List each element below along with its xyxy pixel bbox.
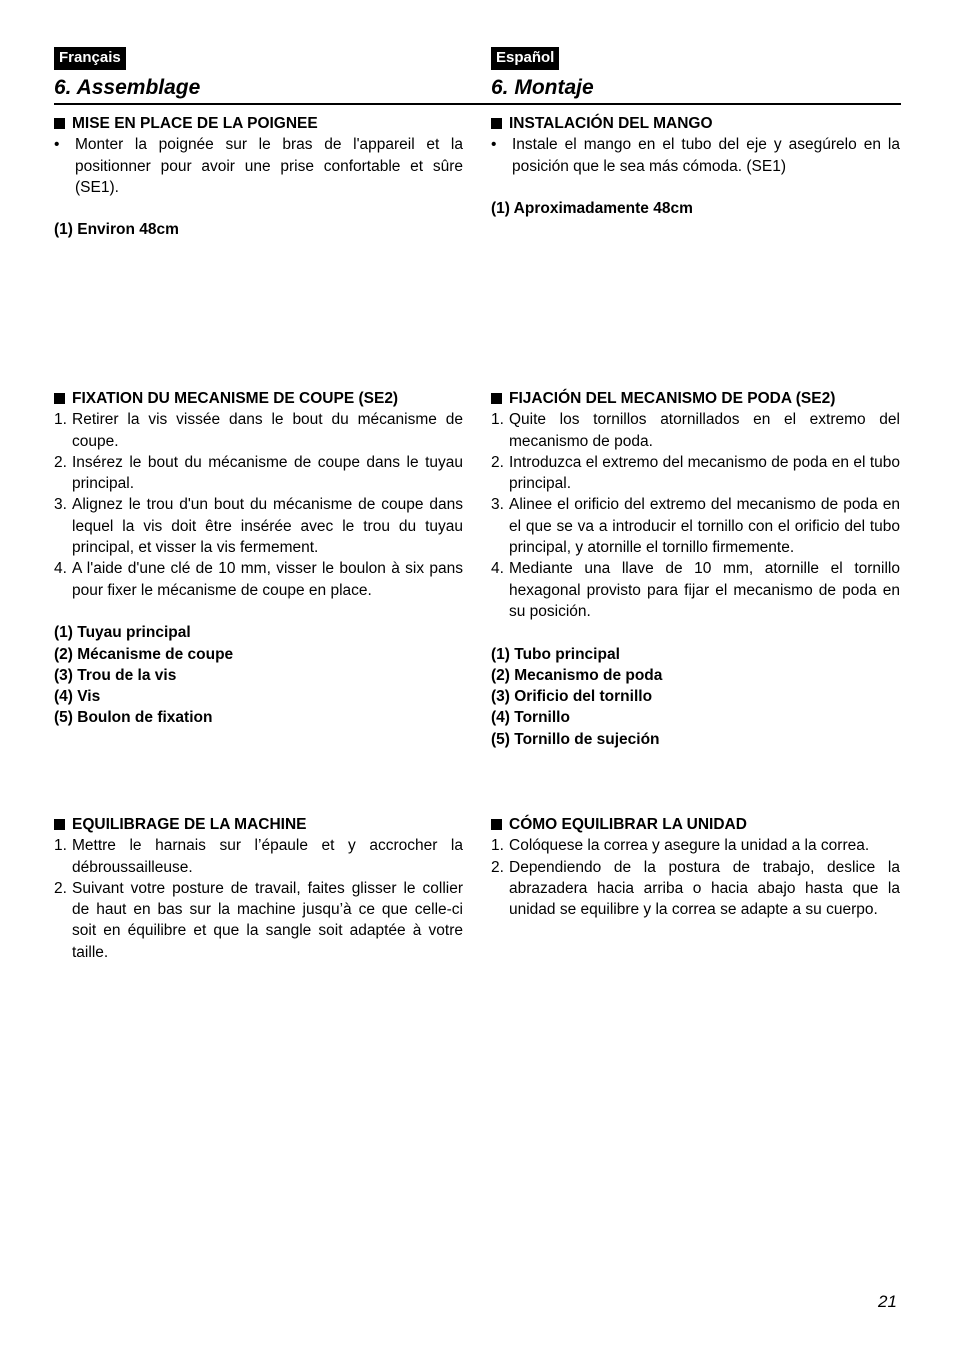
section-balancing-es [491, 814, 900, 920]
figure-label: (5) Boulon de fixation [54, 709, 213, 727]
list-item: 4. Mediante una llave de 10 mm, atornille el tornillo hexagonal provisto para fijar el mecanismo de poda en su posición. [491, 560, 900, 620]
list-item: • Instale el mango en el tubo del eje y asegúrelo en la posición que le sea más cómoda. (SE1) [491, 136, 900, 175]
figure-label: (3) Trou de la vis [54, 666, 177, 684]
figure-label: (1) Aproximadamente 48cm [491, 200, 693, 218]
list-item: 2. Dependiendo de la postura de trabajo, deslice la abrazadera hacia arriba o hacia abajo hasta que la unidad se equilibre y la correa se adapte a su cuerpo. [491, 858, 900, 919]
language-tab-french: Français [54, 47, 126, 70]
list-item: 3. Alignez le trou d'un bout du mécanisme de coupe dans lequel la vis doit être insérée avec le trou du tuyau principal, et visser la vis fermement. [54, 496, 463, 557]
list-item: 1. Colóquese la correa y asegure la unidad a la correa. [491, 837, 870, 855]
section-cutting-mechanism-es [491, 388, 900, 750]
figure-label: (4) Vis [54, 688, 101, 706]
list-item: 4. A l'aide d'une clé de 10 mm, visser le boulon à six pans pour fixer le mécanisme de coupe en place. [54, 560, 463, 599]
square-bullet-icon [54, 819, 65, 830]
header-rule [54, 103, 901, 105]
list-item: 1. Quite los tornillos atornillados en el extremo del mecanismo de poda. [491, 411, 900, 450]
page-number: 21 [878, 1292, 897, 1311]
list-item: 1. Mettre le harnais sur l’épaule et y accrocher la débroussailleuse. [54, 837, 463, 876]
chapter-title-french: 6. Assemblage [54, 76, 201, 99]
figure-label: (4) Tornillo [491, 709, 570, 727]
figure-label: (2) Mecanismo de poda [491, 666, 663, 684]
square-bullet-icon [491, 819, 502, 830]
list-item: 2. Suivant votre posture de travail, faites glisser le collier de haut en bas sur la machine jusqu’à ce que celle-ci soit en équilibre et que la sangle soit adaptée à votre taille. [54, 879, 463, 961]
section-title: MISE EN PLACE DE LA POIGNEE [72, 115, 318, 132]
figure-label: (1) Tuyau principal [54, 624, 191, 642]
figure-label: (5) Tornillo de sujeción [491, 730, 660, 748]
list-item: 1. Retirer la vis vissée dans le bout du mécanisme de coupe. [54, 411, 463, 450]
figure-label: (2) Mécanisme de coupe [54, 645, 234, 663]
section-title: INSTALACIÓN DEL MANGO [509, 115, 713, 132]
section-handle-fr [54, 113, 463, 241]
chapter-title-spanish: 6. Montaje [491, 76, 594, 99]
figure-labels [54, 219, 463, 240]
section-handle-es [491, 113, 900, 219]
figure-label: (1) Tubo principal [491, 645, 620, 663]
figure-label: (1) Environ 48cm [54, 221, 179, 239]
list-item: • Monter la poignée sur le bras de l'appareil et la positionner pour avoir une prise confortable et sûre (SE1). [54, 136, 463, 196]
list-item: 3. Alinee el orificio del extremo del mecanismo de poda en el que se va a introducir el tornillo con el orificio del tubo principal, y atornille el tornillo firmemente. [491, 496, 900, 557]
list-item: 2. Insérez le bout du mécanisme de coupe dans le tuyau principal. [54, 453, 463, 493]
figure-labels [491, 198, 900, 219]
square-bullet-icon [491, 118, 502, 129]
figure-labels [54, 622, 463, 728]
figure-labels [491, 644, 900, 750]
list-item: 2. Introduzca el extremo del mecanismo de poda en el tubo principal. [491, 453, 900, 493]
square-bullet-icon [54, 393, 65, 404]
figure-label: (3) Orificio del tornillo [491, 688, 653, 706]
section-title: FIJACIÓN DEL MECANISMO DE PODA (SE2) [509, 390, 836, 407]
square-bullet-icon [491, 393, 502, 404]
section-title: EQUILIBRAGE DE LA MACHINE [72, 816, 307, 833]
section-title: CÓMO EQUILIBRAR LA UNIDAD [509, 816, 747, 833]
section-balancing-fr [54, 814, 463, 963]
section-cutting-mechanism-fr [54, 388, 463, 729]
language-tab-spanish: Español [491, 47, 559, 70]
section-title: FIXATION DU MECANISME DE COUPE (SE2) [72, 390, 399, 407]
square-bullet-icon [54, 118, 65, 129]
